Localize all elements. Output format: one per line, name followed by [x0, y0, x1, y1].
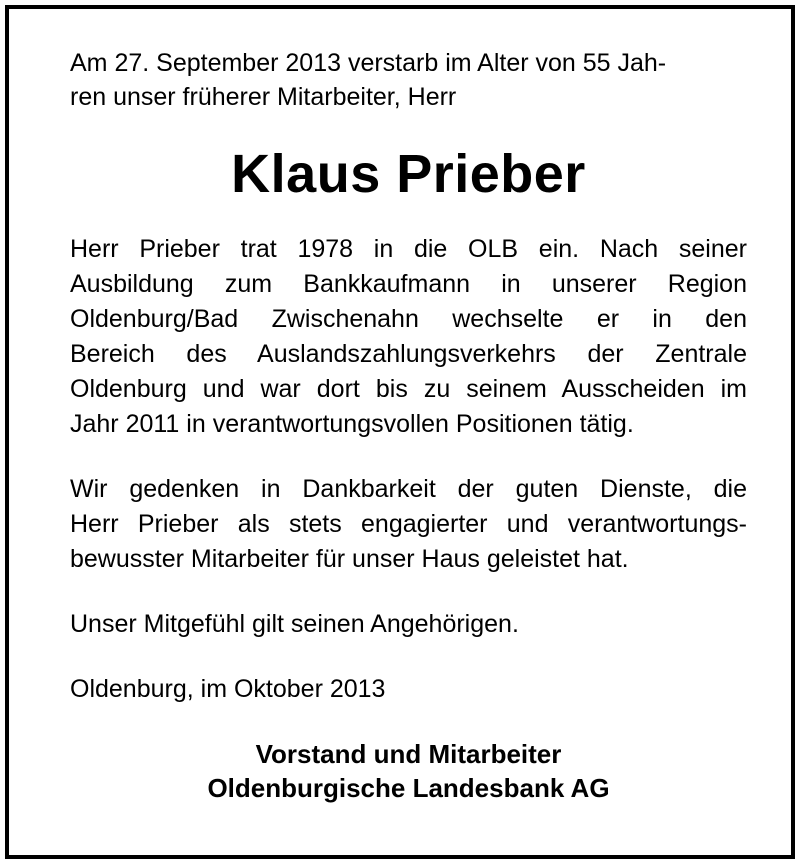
- signature-line-1: Vorstand und Mitarbeiter: [255, 739, 562, 769]
- paragraph-career-line: Bereich des Auslandszahlungsverkehrs der Zentrale: [70, 340, 747, 368]
- intro-text: [70, 46, 747, 114]
- intro-line-2: ren unser früherer Mitarbeiter, Herr: [70, 83, 457, 111]
- paragraph-career-line: Oldenburg und war dort bis zu seinem Ausscheiden im: [70, 375, 747, 403]
- paragraph-career-line: Herr Prieber trat 1978 in die OLB ein. Nach seiner: [70, 235, 747, 263]
- place-date-line: Oldenburg, im Oktober 2013: [70, 675, 386, 703]
- paragraph-gratitude: [70, 472, 747, 577]
- signature-block: [70, 737, 747, 805]
- paragraph-career-line: Jahr 2011 in verantwortungsvollen Positionen tätig.: [70, 410, 634, 438]
- place-date: [70, 672, 747, 707]
- paragraph-gratitude-line: bewusster Mitarbeiter für unser Haus geleistet hat.: [70, 545, 629, 573]
- paragraph-gratitude-line: Herr Prieber als stets engagierter und verantwortungs-: [70, 510, 747, 538]
- condolence-text: [70, 607, 747, 642]
- signature-line-2: Oldenburgische Landesbank AG: [207, 773, 610, 803]
- intro-line-1: Am 27. September 2013 verstarb im Alter von 55 Jah-: [70, 49, 667, 77]
- obituary-frame: [5, 5, 795, 859]
- paragraph-gratitude-line: Wir gedenken in Dankbarkeit der guten Dienste, die: [70, 475, 747, 503]
- paragraph-career-line: Oldenburg/Bad Zwischenahn wechselte er in den: [70, 305, 747, 333]
- paragraph-career-line: Ausbildung zum Bankkaufmann in unserer Region: [70, 270, 747, 298]
- paragraph-career: [70, 232, 747, 442]
- deceased-name: Klaus Prieber: [231, 144, 586, 204]
- condolence-line: Unser Mitgefühl gilt seinen Angehörigen.: [70, 610, 519, 638]
- obituary-content: [70, 46, 747, 805]
